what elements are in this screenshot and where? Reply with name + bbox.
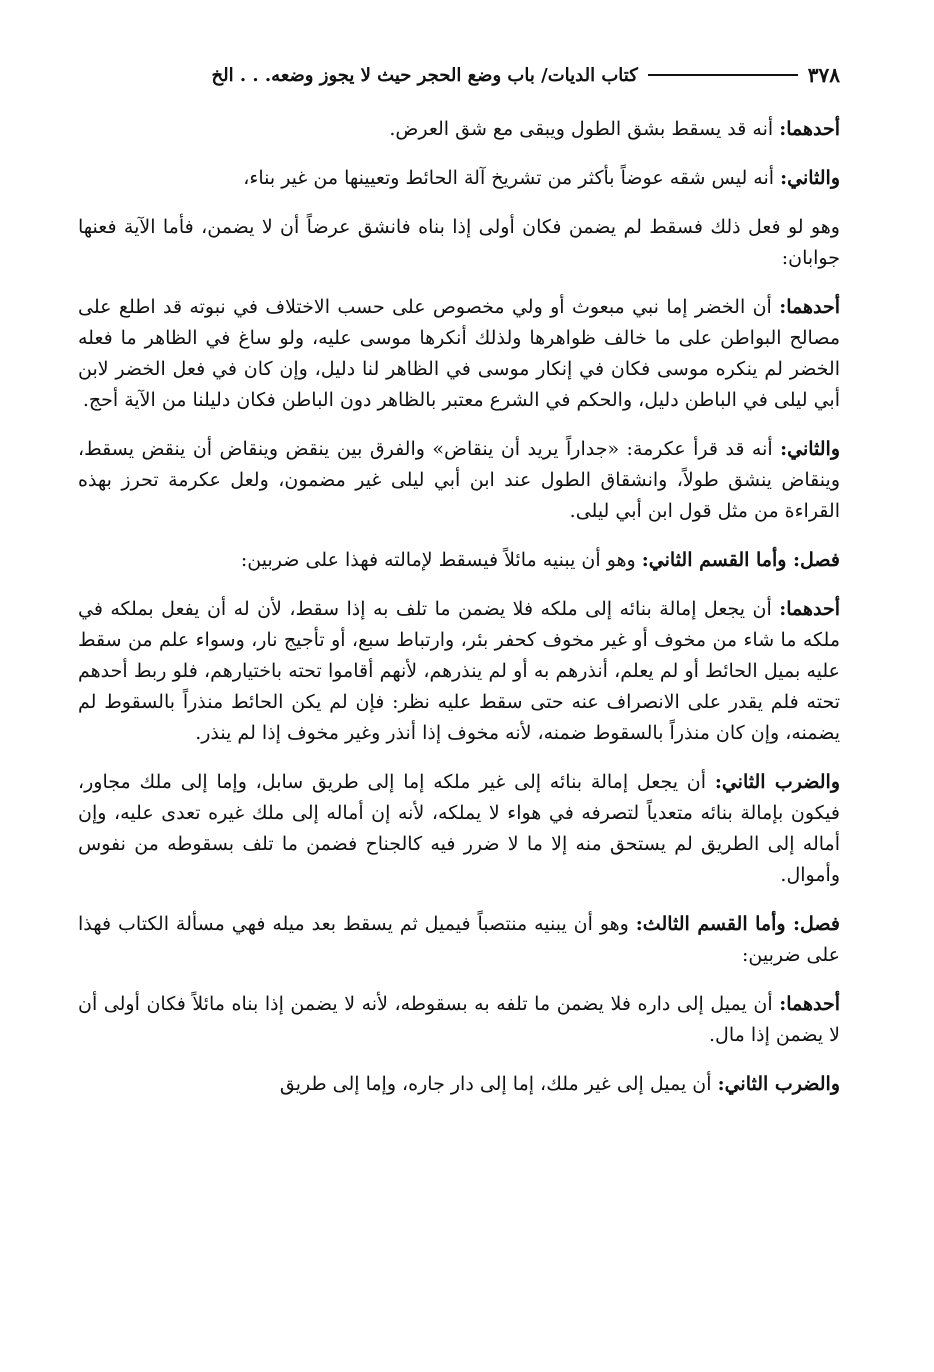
paragraph	[78, 114, 840, 145]
paragraph-text: أن يميل إلى غير ملك، إما إلى دار جاره، وإما إلى طريق	[279, 1073, 718, 1095]
paragraph-text: وهو أن يبنيه مائلاً فيسقط لإمالته فهذا على ضربين:	[240, 549, 642, 571]
paragraph-text: أنه ليس شقه عوضاً بأكثر من تشريخ آلة الحائط وتعيينها من غير بناء،	[243, 167, 781, 189]
paragraph-text: أن يجعل إمالة بنائه إلى ملكه فلا يضمن ما تلف به إذا سقط، لأن له أن يفعل بملكه في ملكه ما شاء من مخوف أو غير مخوف كحفر بئر، وارتباط سبع، أو تأجيج نار، وسواء علم من سقط عليه بميل الحائط أو لم يعلم، أنذرهم به أو لم ينذرهم، لأنهم أقاموا تحته باختيارهم، فلو ربط أحدهم تحته فلم يقدر على الانصراف عنه حتى سقط عليه نظر: فإن لم يكن الحائط منذراً بالسقوط لم يضمنه، وإن كان منذراً بالسقوط ضمنه، لأنه مخوف إذا أنذر وغير مخوف إذا لم ينذر.	[78, 598, 840, 744]
paragraph-text: أن يميل إلى داره فلا يضمن ما تلفه به بسقوطه، لأنه لا يضمن إذا بناه مائلاً فكان أولى أن لا يضمن إذا مال.	[78, 993, 840, 1046]
paragraph	[78, 1069, 840, 1100]
paragraph-text: وهو لو فعل ذلك فسقط لم يضمن فكان أولى إذا بناه فانشق عرضاً أن لا يضمن، فأما الآية فعنها جوابان:	[78, 216, 840, 269]
paragraph-lead: فصل: وأما القسم الثالث:	[635, 913, 840, 935]
book-page	[78, 58, 840, 1118]
paragraph-lead: والثاني:	[780, 438, 840, 460]
paragraph-lead: والثاني:	[780, 167, 840, 189]
header-rule	[648, 74, 798, 76]
page-header	[78, 58, 840, 92]
paragraph-lead: أحدهما:	[779, 598, 840, 620]
paragraph-lead: والضرب الثاني:	[714, 771, 840, 793]
paragraph	[78, 292, 840, 416]
paragraph-text: أنه قد قرأ عكرمة: «جداراً يريد أن ينقاض» والفرق بين ينقض وينقاض أن ينقض يسقط، وينقاض ينشق طولاً، وانشقاق الطول عند ابن أبي ليلى غير مضمون، ولعل عكرمة تحرز بهذه القراءة من مثل قول ابن أبي ليلى.	[78, 438, 840, 522]
paragraph-lead: أحدهما:	[779, 296, 840, 318]
section-heading-paragraph	[78, 545, 840, 576]
paragraph	[78, 163, 840, 194]
paragraph	[78, 212, 840, 274]
section-heading-paragraph	[78, 909, 840, 971]
paragraph-text: وهو أن يبنيه منتصباً فيميل ثم يسقط بعد ميله فهي مسألة الكتاب فهذا على ضربين:	[78, 913, 840, 966]
paragraph-lead: فصل: وأما القسم الثاني:	[641, 549, 840, 571]
paragraph-lead: والضرب الثاني:	[717, 1073, 840, 1095]
paragraph-text: أن الخضر إما نبي مبعوث أو ولي مخصوص على حسب الاختلاف في نبوته قد اطلع على مصالح البواطن على ما خالف ظواهرها ولذلك أنكرها موسى عليه، ولو ساغ في الظاهر ما فعله الخضر لم ينكره موسى فكان في إنكار موسى في الظاهر لنا دليل، وإن كان في فعل الخضر لابن أبي ليلى في الباطن دليل، والحكم في الشرع معتبر بالظاهر دون الباطن فكان دليلنا من الآية أحج.	[78, 296, 840, 411]
paragraph	[78, 767, 840, 891]
paragraph	[78, 594, 840, 749]
paragraph-text: أن يجعل إمالة بنائه إلى غير ملكه إما إلى طريق سابل، وإما إلى ملك مجاور، فيكون بإمالة بنائه متعدياً لتصرفه في هواء لا يملكه، لأنه إن أماله إلى ملك غيره تعدى عليه، وإن أماله إلى الطريق لم يستحق منه إلا ما لا ضرر فيه كالجناح فضمن ما تلف بسقوطه من نفوس وأموال.	[78, 771, 840, 886]
running-title: كتاب الديات/ باب وضع الحجر حيث لا يجوز وضعه. . . الخ	[211, 64, 638, 86]
page-number: ٣٧٨	[807, 63, 840, 87]
body-text	[78, 114, 840, 1100]
paragraph-lead: أحدهما:	[779, 118, 840, 140]
paragraph-lead: أحدهما:	[779, 993, 840, 1015]
paragraph	[78, 434, 840, 527]
paragraph	[78, 989, 840, 1051]
paragraph-text: أنه قد يسقط بشق الطول ويبقى مع شق العرض.	[389, 118, 780, 140]
